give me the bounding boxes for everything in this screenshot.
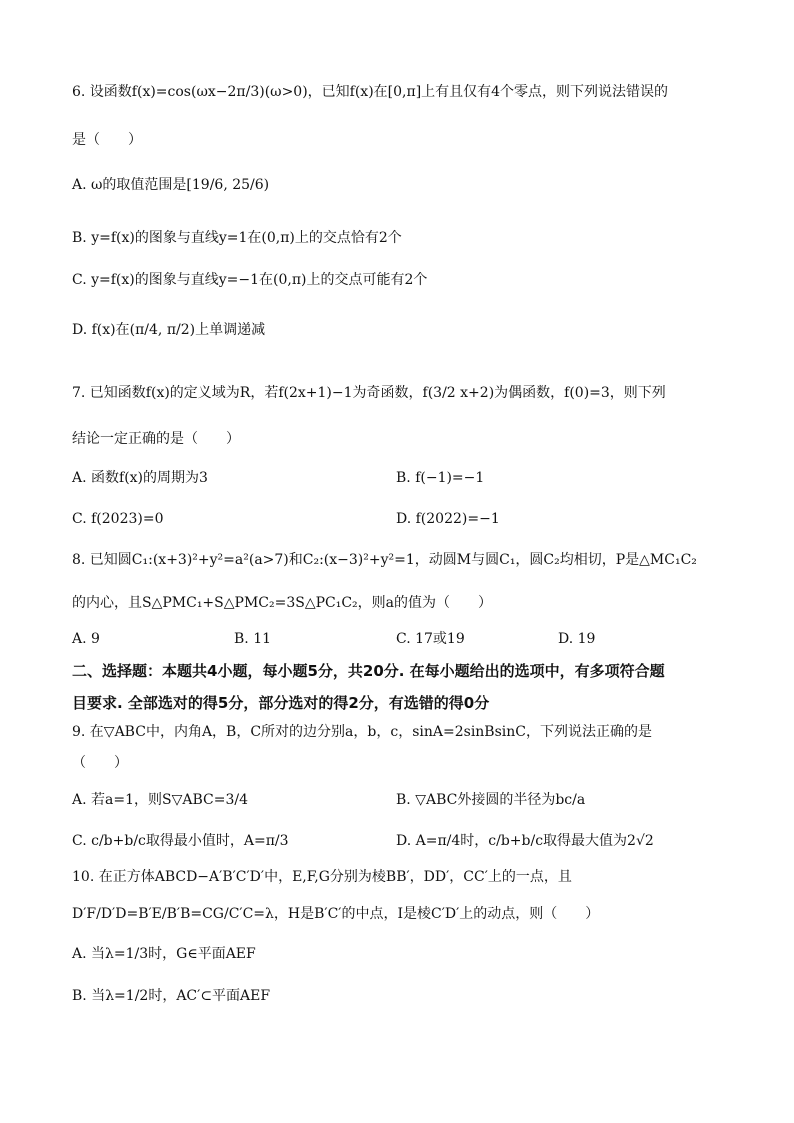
q6-option-a: A. ω的取值范围是[19/6, 25/6)	[72, 177, 270, 193]
q8-option-b: B. 11	[234, 631, 272, 647]
q6-stem-cont: 是（ ）	[72, 132, 142, 148]
q8-stem: 8. 已知圆C₁:(x+3)²+y²=a²(a>7)和C₂:(x−3)²+y²=1，动圆M与圆C₁，圆C₂均相切，P是△MC₁C₂	[72, 552, 697, 568]
q8-option-a: A. 9	[72, 631, 100, 647]
q6-option-c: C. y=f(x)的图象与直线y=−1在(0,π)上的交点可能有2个	[72, 272, 428, 288]
q7-option-a: A. 函数f(x)的周期为3	[72, 470, 208, 486]
q9-stem: 9. 在▽ABC中，内角A，B，C所对的边分别a，b，c，sinA=2sinBsinC，下列说法正确的是	[72, 724, 652, 740]
q10-option-a: A. 当λ=1/3时，G∈平面AEF	[72, 946, 256, 962]
q10-option-b: B. 当λ=1/2时，AC′⊂平面AEF	[72, 988, 271, 1004]
section-2-line1: 二、选择题：本题共4小题，每小题5分，共20分. 在每小题给出的选项中，有多项符合题	[72, 662, 665, 680]
q6-option-d: D. f(x)在(π/4, π/2)上单调递减	[72, 322, 266, 338]
q10-stem-cont: D′F/D′D=B′E/B′B=CG/C′C=λ，H是B′C′的中点，I是棱C′D′上的动点，则（ ）	[72, 906, 600, 922]
q7-stem-cont: 结论一定正确的是（ ）	[72, 431, 240, 447]
q8-option-d: D. 19	[558, 631, 596, 647]
q9-option-b: B. ▽ABC外接圆的半径为bc/a	[396, 792, 586, 808]
q6-option-b: B. y=f(x)的图象与直线y=1在(0,π)上的交点恰有2个	[72, 230, 402, 246]
q8-stem-cont: 的内心，且S△PMC₁+S△PMC₂=3S△PC₁C₂，则a的值为（ ）	[72, 595, 493, 611]
q7-option-b: B. f(−1)=−1	[396, 470, 485, 486]
q9-option-a: A. 若a=1，则S▽ABC=3/4	[72, 792, 248, 808]
q8-option-c: C. 17或19	[396, 631, 465, 647]
q9-stem-cont: （ ）	[72, 755, 128, 771]
q9-option-d: D. A=π/4时，c/b+b/c取得最大值为2√2	[396, 833, 654, 849]
q6-stem: 6. 设函数f(x)=cos(ωx−2π/3)(ω>0)，已知f(x)在[0,π]上有且仅有4个零点，则下列说法错误的	[72, 84, 669, 100]
q9-option-c: C. c/b+b/c取得最小值时，A=π/3	[72, 833, 289, 849]
q7-stem: 7. 已知函数f(x)的定义域为R，若f(2x+1)−1为奇函数，f(3/2 x+2)为偶函数，f(0)=3，则下列	[72, 385, 666, 401]
q7-option-d: D. f(2022)=−1	[396, 511, 500, 527]
section-2-line2: 目要求. 全部选对的得5分，部分选对的得2分，有选错的得0分	[72, 694, 490, 712]
q7-option-c: C. f(2023)=0	[72, 511, 164, 527]
q10-stem: 10. 在正方体ABCD−A′B′C′D′中，E,F,G分别为棱BB′，DD′，CC′上的一点，且	[72, 869, 572, 885]
